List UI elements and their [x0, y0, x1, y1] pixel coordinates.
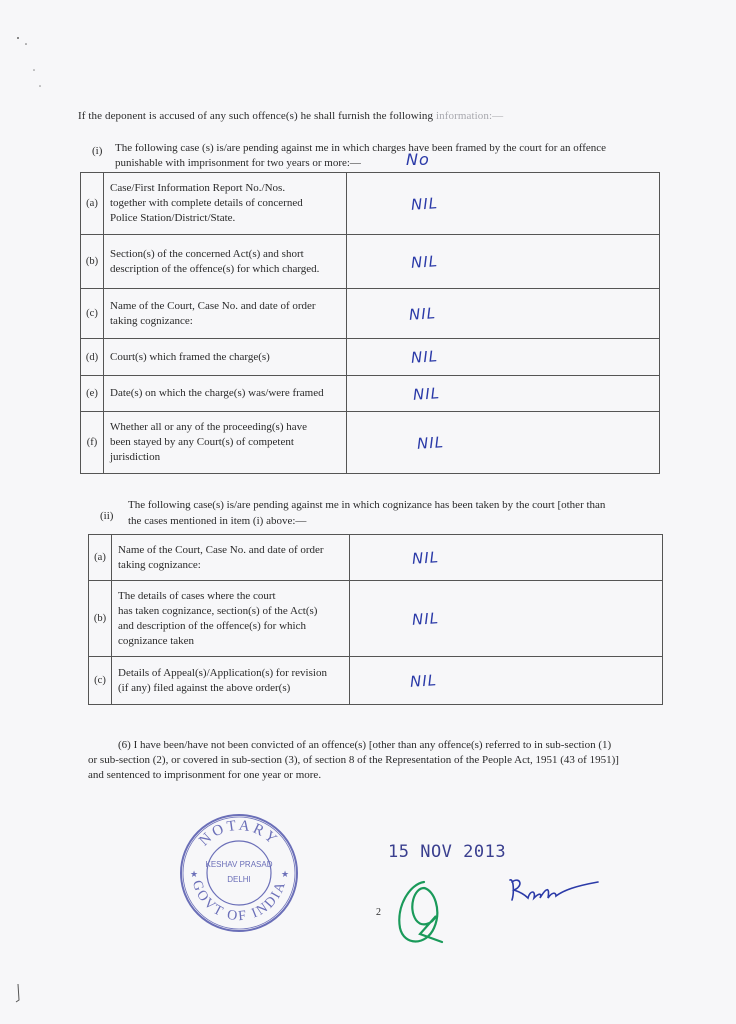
description-line: Whether all or any of the proceeding(s) have — [110, 421, 307, 433]
edge-mark — [14, 982, 24, 1004]
row-label: (b) — [81, 235, 104, 289]
description-line: together with complete details of concerned — [110, 197, 303, 209]
row-description — [112, 535, 350, 581]
row-description — [104, 339, 347, 376]
description-line: cognizance taken — [118, 634, 195, 647]
description-line: Date(s) on which the charge(s) was/were framed — [110, 387, 324, 399]
handwritten-no: No — [406, 150, 430, 169]
row-description — [104, 289, 347, 339]
stamp-top-text: NOTARY — [196, 817, 282, 850]
paragraph-6 — [88, 738, 668, 753]
handwritten-answer: NIL — [411, 608, 440, 629]
description-line: description of the offence(s) for which charged. — [110, 262, 320, 275]
description-line: been stayed by any Court(s) of competent — [110, 436, 294, 448]
row-answer-cell — [350, 657, 663, 705]
intro-main: If the deponent is accused of any such offence(s) he shall furnish the following — [78, 110, 434, 122]
table-row — [81, 339, 660, 376]
table-row — [89, 657, 663, 705]
row-answer-cell — [347, 339, 660, 376]
table-row — [81, 289, 660, 339]
row-label: (e) — [81, 376, 104, 412]
section-i-line1: The following case (s) is/are pending against me in which charges have been framed by the court for an offence — [115, 142, 607, 154]
blue-signature — [506, 872, 606, 912]
table-section-i — [80, 172, 660, 474]
section-ii-line1: The following case(s) is/are pending against me in which cognizance has been taken by the court [other than — [128, 499, 606, 511]
date-stamp: 15 NOV 2013 — [388, 842, 507, 862]
description-line: and description of the offence(s) for which — [118, 619, 306, 632]
para6-line1: (6) I have been/have not been convicted of an offence(s) [other than any offence(s) referred to in sub-section (1) — [118, 739, 612, 751]
description-line: Section(s) of the concerned Act(s) and short — [110, 247, 304, 260]
handwritten-answer: NIL — [410, 251, 439, 272]
row-description — [104, 173, 347, 235]
punch-marks — [14, 30, 44, 90]
row-label: (f) — [81, 412, 104, 474]
description-line: jurisdiction — [110, 451, 161, 463]
para6-line3: and sentenced to imprisonment for one year or more. — [88, 769, 322, 781]
section-ii-number: (ii) — [100, 510, 114, 522]
stamp-bottom-text: GOVT OF INDIA — [188, 878, 290, 925]
section-ii-line2: the cases mentioned in item (i) above:— — [128, 515, 307, 527]
row-answer-cell — [347, 235, 660, 289]
handwritten-answer: NIL — [408, 303, 437, 324]
row-description — [112, 581, 350, 657]
description-line: The details of cases where the court — [118, 589, 276, 602]
row-description — [104, 412, 347, 474]
section-i-line2: punishable with imprisonment for two years or more:— — [115, 157, 361, 169]
description-line: Case/First Information Report No./Nos. — [110, 182, 286, 194]
row-label: (a) — [89, 535, 112, 581]
row-answer-cell — [347, 173, 660, 235]
stamp-name: KESHAV PRASAD — [205, 860, 273, 869]
row-description — [104, 376, 347, 412]
green-signature — [390, 876, 450, 950]
description-line: taking cognizance: — [118, 558, 201, 571]
table-row — [89, 581, 663, 657]
intro-faded: information:— — [435, 110, 504, 122]
table-row — [81, 376, 660, 412]
section-i-number: (i) — [92, 145, 103, 157]
table-row — [89, 535, 663, 581]
handwritten-answer: NIL — [409, 670, 438, 691]
description-line: Name of the Court, Case No. and date of order — [118, 543, 324, 556]
table-row — [81, 235, 660, 289]
row-label: (c) — [89, 657, 112, 705]
handwritten-answer: NIL — [410, 347, 439, 367]
notary-stamp — [178, 812, 300, 934]
row-label: (d) — [81, 339, 104, 376]
description-line: Details of Appeal(s)/Application(s) for revision — [118, 666, 327, 679]
row-answer-cell — [350, 581, 663, 657]
row-label: (b) — [89, 581, 112, 657]
stamp-city: DELHI — [227, 875, 251, 884]
description-line: Police Station/District/State. — [110, 212, 236, 224]
description-line: Court(s) which framed the charge(s) — [110, 350, 270, 363]
description-line: taking cognizance: — [110, 314, 193, 327]
intro-text — [78, 110, 503, 122]
table-section-ii — [88, 534, 663, 705]
para6-line2: or sub-section (2), or covered in sub-section (3), of section 8 of the Representation of the People Act, 1951 (43 of 1951)] — [88, 754, 619, 766]
row-label: (a) — [81, 173, 104, 235]
handwritten-answer: NIL — [411, 547, 440, 568]
description-line: Name of the Court, Case No. and date of order — [110, 299, 316, 312]
svg-text:GOVT OF INDIA — [189, 879, 290, 925]
handwritten-answer: NIL — [412, 383, 441, 404]
row-description — [104, 235, 347, 289]
row-description — [112, 657, 350, 705]
stamp-star-right: ★ — [281, 869, 290, 879]
page-number: 2 — [376, 907, 381, 918]
description-line: (if any) filed against the above order(s) — [118, 681, 291, 694]
row-label: (c) — [81, 289, 104, 339]
row-answer-cell — [347, 412, 660, 474]
table-row — [81, 173, 660, 235]
row-answer-cell — [347, 376, 660, 412]
stamp-star-left: ★ — [190, 869, 199, 879]
description-line: has taken cognizance, section(s) of the Act(s) — [118, 604, 318, 617]
table-row — [81, 412, 660, 474]
handwritten-answer: NIL — [410, 193, 439, 214]
row-answer-cell — [347, 289, 660, 339]
handwritten-answer: NIL — [416, 432, 445, 453]
row-answer-cell — [350, 535, 663, 581]
